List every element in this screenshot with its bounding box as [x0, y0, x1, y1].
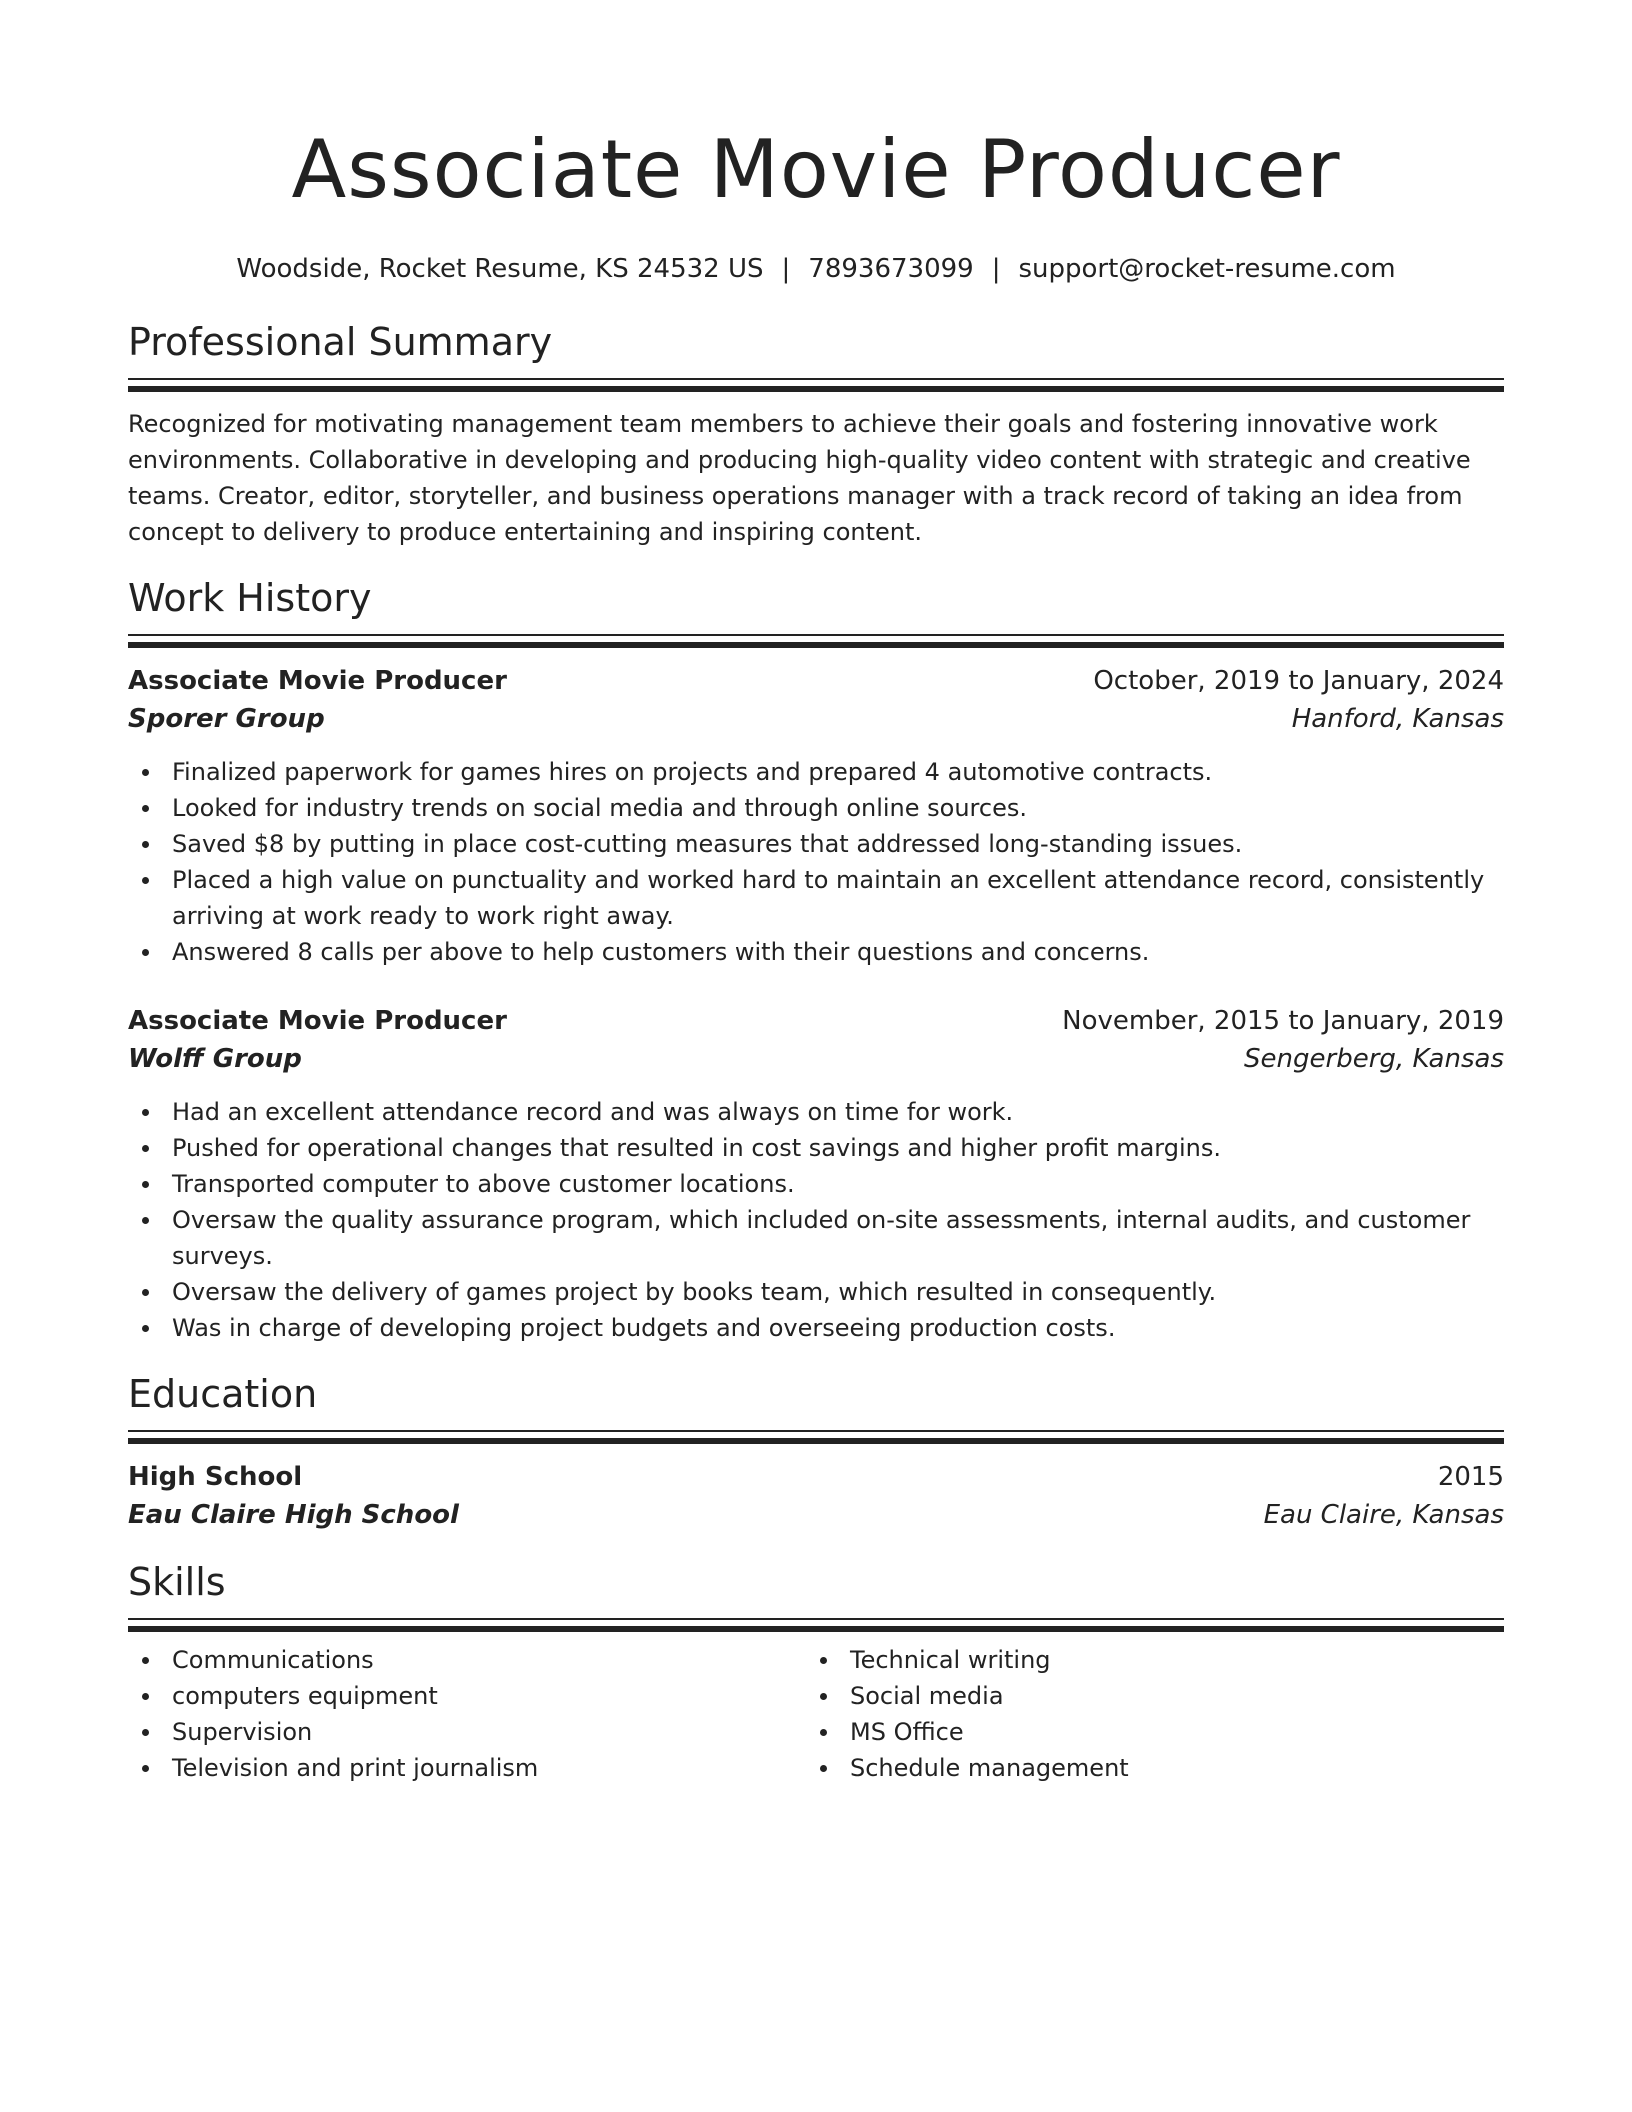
skill-item: Schedule management: [806, 1750, 1484, 1786]
education-section: [128, 1370, 1504, 1534]
job-dates: November, 2015 to January, 2019: [1062, 1006, 1504, 1036]
job-bullets: [128, 1094, 1504, 1346]
job-title: Associate Movie Producer: [128, 1006, 507, 1036]
section-divider: [128, 634, 1504, 636]
education-location: Eau Claire, Kansas: [1263, 1500, 1504, 1530]
job-bullet: Placed a high value on punctuality and worked hard to maintain an excellent attendance record, consistently arriving at work ready to work right away.: [128, 862, 1504, 934]
section-divider: [128, 386, 1504, 392]
job-entry: [128, 662, 1504, 970]
section-divider: [128, 1438, 1504, 1444]
job-dates: October, 2019 to January, 2024: [1093, 666, 1504, 696]
skill-item: computers equipment: [128, 1678, 806, 1714]
skill-item: Social media: [806, 1678, 1484, 1714]
job-bullet: Oversaw the quality assurance program, which included on-site assessments, internal audits, and customer surveys.: [128, 1202, 1504, 1274]
job-bullets: [128, 754, 1504, 970]
job-bullet: Transported computer to above customer locations.: [128, 1166, 1504, 1202]
job-bullet: Looked for industry trends on social media and through online sources.: [128, 790, 1504, 826]
section-title-skills: Skills: [128, 1560, 226, 1604]
resume-page: [128, 0, 1504, 1786]
section-divider: [128, 1430, 1504, 1432]
contact-separator: |: [781, 254, 791, 284]
skill-item: Television and print journalism: [128, 1750, 806, 1786]
summary-section: [128, 318, 1504, 550]
contact-address: Woodside, Rocket Resume, KS 24532 US: [236, 254, 764, 284]
job-bullet: Pushed for operational changes that resulted in cost savings and higher profit margins.: [128, 1130, 1504, 1166]
section-title-summary: Professional Summary: [128, 320, 553, 364]
education-school: Eau Claire High School: [128, 1500, 459, 1530]
education-entry: [128, 1458, 1504, 1534]
job-bullet: Was in charge of developing project budgets and overseeing production costs.: [128, 1310, 1504, 1346]
section-divider: [128, 1626, 1504, 1632]
skills-list-left: [128, 1642, 806, 1786]
section-divider: [128, 642, 1504, 648]
job-entry: [128, 1002, 1504, 1346]
skills-section: [128, 1558, 1504, 1786]
job-location: Hanford, Kansas: [1291, 704, 1504, 734]
contact-line: [128, 252, 1504, 286]
skill-item: Communications: [128, 1642, 806, 1678]
skills-list-right: [806, 1642, 1484, 1786]
skills-columns: [128, 1642, 1504, 1786]
job-bullet: Answered 8 calls per above to help customers with their questions and concerns.: [128, 934, 1504, 970]
work-history-section: [128, 574, 1504, 1346]
job-bullet: Had an excellent attendance record and was always on time for work.: [128, 1094, 1504, 1130]
contact-phone: 7893673099: [808, 254, 974, 284]
resume-name: Associate Movie Producer: [291, 123, 1341, 216]
job-bullet: Finalized paperwork for games hires on projects and prepared 4 automotive contracts.: [128, 754, 1504, 790]
section-divider: [128, 378, 1504, 380]
contact-email: support@rocket-resume.com: [1018, 254, 1396, 284]
education-degree: High School: [128, 1462, 303, 1492]
job-location: Sengerberg, Kansas: [1244, 1044, 1504, 1074]
contact-separator: |: [991, 254, 1001, 284]
skill-item: Technical writing: [806, 1642, 1484, 1678]
education-year: 2015: [1437, 1462, 1504, 1492]
job-bullet: Oversaw the delivery of games project by books team, which resulted in consequently.: [128, 1274, 1504, 1310]
summary-text: Recognized for motivating management team members to achieve their goals and fostering innovative work environments. Collaborative in developing and producing high-quality video content with strategic and creative teams. Creator, editor, storyteller, and business operations manager with a track record of taking an idea from concept to delivery to produce entertaining and inspiring content.: [128, 410, 1471, 546]
section-divider: [128, 1618, 1504, 1620]
section-title-education: Education: [128, 1372, 318, 1416]
section-title-work-history: Work History: [128, 576, 372, 620]
skill-item: MS Office: [806, 1714, 1484, 1750]
job-company: Wolff Group: [128, 1044, 302, 1074]
job-company: Sporer Group: [128, 704, 325, 734]
skill-item: Supervision: [128, 1714, 806, 1750]
job-title: Associate Movie Producer: [128, 666, 507, 696]
job-bullet: Saved $8 by putting in place cost-cutting measures that addressed long-standing issues.: [128, 826, 1504, 862]
